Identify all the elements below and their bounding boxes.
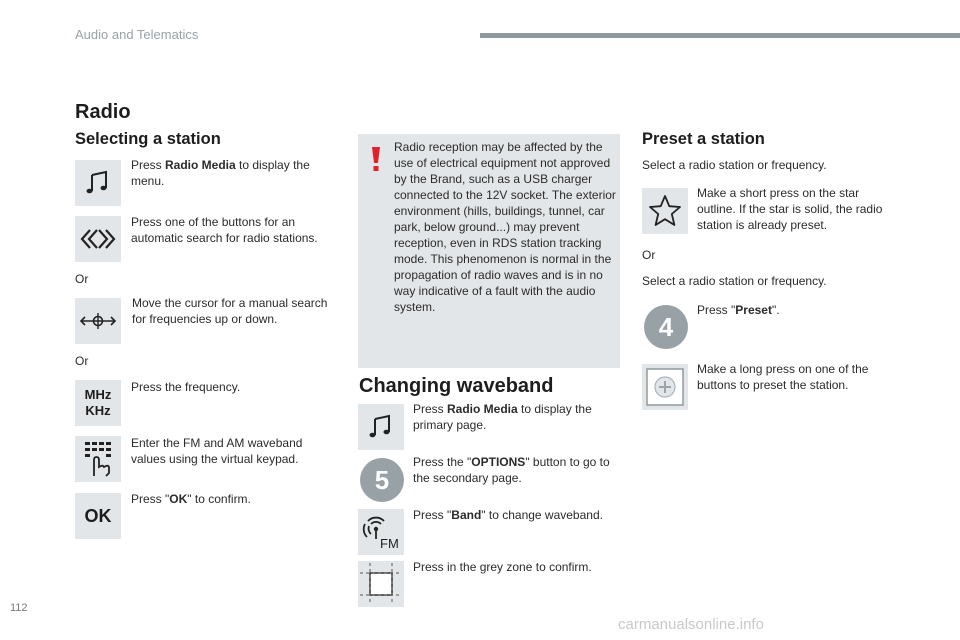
changing-waveband-heading: Changing waveband [359,375,554,397]
music-note-icon [75,160,121,206]
waveband-step2: Press the "OPTIONS" button to go to the secondary page. [413,455,610,485]
selecting-station-heading: Selecting a station [75,130,221,148]
waveband-step3: Press "Band" to change waveband. [413,508,603,522]
selecting-step1: Press Radio Media to display the menu. [131,158,310,188]
slider-cursor-icon [75,298,121,344]
selecting-step2: Press one of the buttons for an automatic search for radio stations. [131,215,318,245]
page-number: 112 [10,602,28,614]
preset-select-1: Select a radio station or frequency. [642,158,827,172]
khz-label: KHz [85,403,111,418]
preset-long-press: Make a long press on one of the buttons to preset the station. [697,362,869,392]
fm-radio-icon [358,509,404,555]
selecting-step6: Press "OK" to confirm. [131,492,251,506]
selecting-step3: Move the cursor for a manual search for frequencies up or down. [132,296,328,326]
preset-select-2: Select a radio station or frequency. [642,274,827,288]
star-outline-icon [642,188,688,234]
fm-label: FM [380,536,399,551]
seek-arrows-icon [75,216,121,262]
keypad-hand-icon [75,436,121,482]
waveband-step4: Press in the grey zone to confirm. [413,560,592,574]
warning-text: Radio reception may be affected by the use of electrical equipment not approved by the Brand, such as a USB charger connected to the 12V socket. The exterior environment (hills, buildings, tunnel, car park, below ground...) may prevent reception, even in RDS station tracking mode. This phenomenon is normal in the propagation of radio waves and is in no way indicative of a fault with the audio system. [394,140,616,314]
grey-zone-icon [358,561,404,607]
or-label-1: Or [75,272,89,286]
exclamation-warning-icon [369,146,383,177]
ok-icon: OK [75,493,121,539]
preset-station-heading: Preset a station [642,130,765,148]
mhz-khz-icon [75,380,121,426]
selecting-step5: Enter the FM and AM waveband values using the virtual keypad. [131,436,303,466]
step-number-4: 4 [644,305,688,349]
preset-button-icon [642,364,688,410]
header-bar [480,33,960,38]
preset-press-text: Press "Preset". [697,303,780,317]
preset-or-label: Or [642,248,656,262]
mhz-label: MHz [84,387,112,402]
or-label-2: Or [75,354,89,368]
step-number-5: 5 [360,458,404,502]
preset-star-text: Make a short press on the star outline. If the star is solid, the radio station is already preset. [697,186,883,232]
selecting-step4: Press the frequency. [131,380,241,394]
music-note-icon [358,404,404,450]
section-header: Audio and Telematics [75,27,199,42]
page-title: Radio [75,101,131,123]
watermark: carmanualsonline.info [618,616,764,633]
waveband-step1: Press Radio Media to display the primary page. [413,402,592,432]
